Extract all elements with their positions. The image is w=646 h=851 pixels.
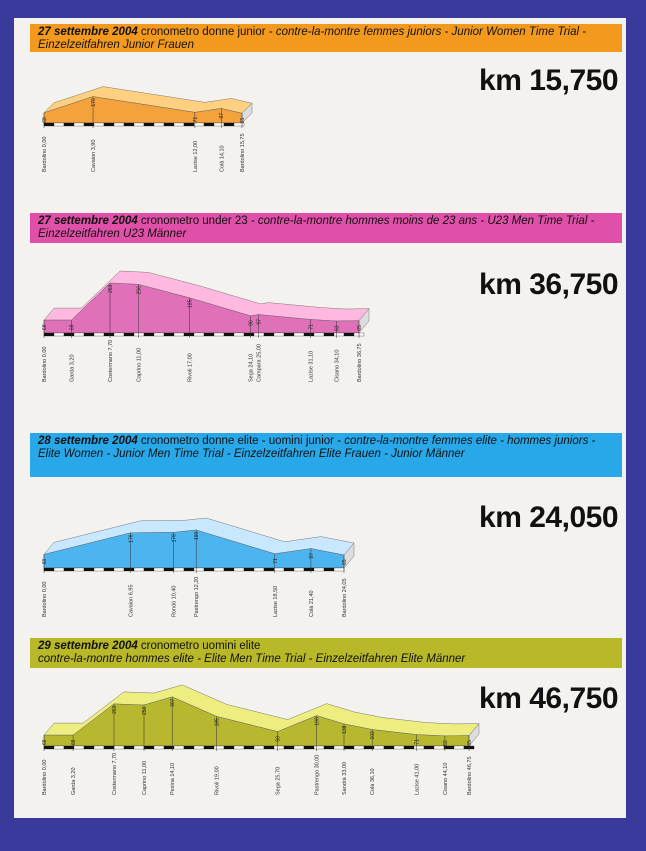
km-band — [264, 568, 274, 571]
km-band — [214, 746, 224, 749]
km-band — [104, 333, 114, 336]
km-band — [174, 333, 184, 336]
stage-distance: km 46,750 — [479, 682, 618, 715]
altitude-label: 256 — [142, 706, 148, 716]
km-band — [274, 746, 284, 749]
km-band — [364, 746, 374, 749]
km-band — [304, 746, 314, 749]
km-band — [264, 333, 274, 336]
location-label: Pastrengo 30,00 — [314, 754, 321, 795]
location-label: Campara 25,00 — [256, 344, 263, 382]
stage-date: 27 settembre 2004 — [38, 215, 138, 227]
km-band — [84, 333, 94, 336]
km-band — [74, 333, 84, 336]
km-band — [314, 568, 324, 571]
km-band — [334, 333, 344, 336]
km-band — [54, 568, 64, 571]
km-band — [284, 746, 294, 749]
km-band — [134, 568, 144, 571]
km-band — [314, 746, 324, 749]
km-band — [294, 746, 304, 749]
location-label: Costermano 7,70 — [108, 339, 114, 382]
location-label: Caprino 11,00 — [142, 760, 148, 795]
location-label: Cisano 44,10 — [442, 762, 449, 795]
km-band — [124, 746, 134, 749]
km-band — [214, 333, 224, 336]
location-label: Garda 3,20 — [69, 354, 76, 382]
km-band — [404, 746, 414, 749]
km-band — [274, 568, 284, 571]
km-band — [94, 333, 104, 336]
altitude-label: 185 — [214, 718, 221, 727]
km-band — [194, 568, 204, 571]
altitude-label: 97 — [256, 319, 263, 325]
km-band — [134, 333, 144, 336]
altitude-label: 71 — [308, 323, 315, 330]
km-band — [384, 746, 394, 749]
location-label: Bardolino 0,00 — [42, 759, 48, 795]
km-band — [64, 568, 74, 571]
km-band — [224, 123, 234, 126]
km-band — [124, 333, 134, 336]
altitude-label: 63 — [442, 740, 449, 746]
altitude-label: 63 — [334, 325, 341, 332]
location-label: Costermano 7,70 — [112, 752, 118, 795]
altitude-label: 185 — [187, 299, 194, 308]
km-band — [54, 333, 64, 336]
stage-date: 27 settembre 2004 — [38, 26, 138, 38]
stage-date: 28 settembre 2004 — [38, 435, 138, 447]
stage-header — [30, 638, 622, 668]
location-label: Rivoli 17,00 — [187, 353, 194, 382]
km-band — [284, 568, 294, 571]
km-band — [54, 746, 64, 749]
km-band — [204, 568, 214, 571]
stage-header — [30, 24, 622, 52]
altitude-label: 68 — [42, 739, 48, 746]
km-band — [324, 568, 334, 571]
km-band — [54, 123, 64, 126]
km-band — [44, 333, 54, 336]
km-band — [194, 746, 204, 749]
km-band — [124, 568, 134, 571]
stage-panel-2 — [14, 213, 626, 438]
km-band — [274, 333, 284, 336]
km-band — [194, 123, 204, 126]
elevation-profile — [14, 53, 314, 203]
km-band — [164, 123, 174, 126]
km-band — [144, 746, 154, 749]
km-band — [144, 333, 154, 336]
km-band — [214, 568, 224, 571]
altitude-label: 71 — [272, 558, 279, 564]
km-band — [184, 333, 194, 336]
km-band — [224, 333, 234, 336]
km-band — [64, 123, 74, 126]
km-band — [104, 746, 114, 749]
km-band — [174, 568, 184, 571]
km-band — [324, 746, 334, 749]
altitude-label: 68 — [71, 739, 78, 746]
altitude-label: 190 — [314, 717, 321, 726]
location-label: Lazise 12,00 — [192, 140, 199, 172]
stage-date: 29 settembre 2004 — [38, 640, 138, 652]
altitude-label: 71 — [414, 739, 421, 745]
km-band — [454, 746, 464, 749]
km-band — [184, 123, 194, 126]
stage-subtitle: - contre-la-montre hommes moins de 23 ans - U23 Men Time Trial - Einzelzeitfahren U23 Männer — [38, 215, 595, 240]
location-label: Pesina 14,10 — [170, 762, 177, 795]
altitude-label: 68 — [42, 117, 48, 123]
altitude-label: 71 — [192, 116, 199, 123]
location-label: Colà 36,10 — [370, 768, 377, 795]
location-label: Bardolino 0,00 — [42, 346, 48, 382]
location-label: Bardolino 15,75 — [240, 133, 246, 172]
km-band — [264, 746, 274, 749]
altitude-label: 65 — [240, 117, 246, 124]
stage-title: cronometro under 23 — [137, 215, 248, 227]
stage-distance: km 36,750 — [479, 268, 618, 301]
poster-frame — [14, 18, 626, 818]
km-band — [294, 568, 304, 571]
stage-title: cronometro donne elite - uomini junior — [137, 435, 334, 447]
km-band — [284, 333, 294, 336]
km-band — [304, 333, 314, 336]
location-label: Sandrà 33,00 — [342, 761, 348, 795]
location-label: Sega 24,10 — [248, 353, 255, 382]
altitude-label: 178 — [171, 534, 178, 543]
location-label: Bardolino 36,75 — [357, 343, 363, 382]
altitude-label: 263 — [112, 705, 118, 714]
km-band — [204, 333, 214, 336]
elevation-profile — [14, 488, 374, 648]
km-band — [84, 746, 94, 749]
km-band — [334, 568, 344, 571]
location-label: Colà 21,40 — [308, 590, 315, 617]
stage-distance: km 24,050 — [479, 501, 618, 534]
stage-subtitle: contre-la-montre hommes elite - Elite Men Time Trial - Einzelzeitfahren Elite Männer — [38, 653, 466, 665]
altitude-label: 65 — [357, 325, 363, 331]
km-band — [214, 123, 224, 126]
stage-distance: km 15,750 — [479, 64, 618, 97]
km-band — [94, 746, 104, 749]
location-label: Garda 3,20 — [71, 767, 78, 795]
km-band — [174, 746, 184, 749]
km-band — [164, 333, 174, 336]
altitude-label: 263 — [108, 284, 114, 294]
stage-subtitle: - contre-la-montre femmes elite - hommes juniors - Elite Women - Junior Men Time Trial - Einzelzeitfahren Elite Frauen - Junior Männer — [38, 435, 596, 460]
location-label: Lazise 31,10 — [308, 350, 315, 382]
altitude-label: 256 — [136, 286, 143, 295]
km-band — [134, 746, 144, 749]
location-label: Colà 14,10 — [219, 145, 226, 172]
km-band — [64, 746, 74, 749]
km-band — [244, 746, 254, 749]
altitude-label: 97 — [308, 553, 315, 559]
location-label: Bardolino 0,00 — [42, 581, 48, 617]
stage-title: cronometro donne junior — [137, 26, 266, 38]
km-band — [154, 123, 164, 126]
km-band — [234, 746, 244, 749]
km-band — [234, 333, 244, 336]
km-band — [114, 123, 124, 126]
km-band — [74, 568, 84, 571]
km-band — [114, 568, 124, 571]
stage-title: cronometro uomini elite — [137, 640, 261, 652]
km-band — [124, 123, 134, 126]
km-band — [144, 568, 154, 571]
km-band — [254, 333, 264, 336]
km-band — [344, 746, 354, 749]
km-band — [414, 746, 424, 749]
location-label: Lazise 41,00 — [414, 763, 421, 795]
km-band — [154, 746, 164, 749]
km-band — [74, 123, 84, 126]
km-band — [254, 746, 264, 749]
km-band — [154, 568, 164, 571]
km-band — [334, 746, 344, 749]
km-band — [94, 123, 104, 126]
km-band — [154, 333, 164, 336]
km-band — [74, 746, 84, 749]
location-label: Cavaion 6,95 — [128, 584, 135, 617]
km-band — [144, 123, 154, 126]
km-band — [164, 568, 174, 571]
km-band — [164, 746, 174, 749]
stage-header — [30, 213, 622, 243]
altitude-label: 65 — [342, 559, 348, 565]
km-band — [344, 333, 354, 336]
stage-panel-3 — [14, 433, 626, 638]
location-label: Sega 25,70 — [275, 766, 282, 795]
km-band — [184, 746, 194, 749]
location-label: Bardolino 24,05 — [342, 578, 348, 617]
altitude-label: 90 — [275, 736, 282, 742]
altitude-label: 97 — [219, 112, 226, 119]
stage-panel-4 — [14, 636, 626, 818]
altitude-label: 90 — [248, 320, 255, 326]
km-band — [104, 568, 114, 571]
km-band — [204, 123, 214, 126]
stage-header — [30, 433, 622, 477]
location-label: Rondò 10,40 — [171, 585, 178, 617]
km-band — [324, 333, 334, 336]
altitude-label: 138 — [342, 725, 348, 734]
km-band — [354, 746, 364, 749]
km-band — [394, 746, 404, 749]
altitude-label: 190 — [194, 531, 201, 540]
stage-panel-1 — [14, 18, 626, 213]
elevation-profile — [14, 248, 414, 428]
location-label: Rivoli 19,00 — [214, 766, 221, 795]
location-label: Lazise 18,50 — [272, 585, 279, 617]
km-band — [114, 333, 124, 336]
km-band — [424, 746, 434, 749]
location-label: Cisano 34,10 — [334, 349, 341, 382]
altitude-label: 68 — [42, 558, 48, 565]
location-label: Pastrengo 12,20 — [194, 576, 201, 617]
altitude-label: 65 — [467, 740, 473, 746]
km-band — [194, 333, 204, 336]
altitude-label: 176 — [91, 98, 98, 107]
km-band — [254, 568, 264, 571]
km-band — [84, 568, 94, 571]
altitude-label: 103 — [370, 731, 377, 740]
km-band — [294, 333, 304, 336]
km-band — [64, 333, 74, 336]
km-band — [314, 333, 324, 336]
km-band — [304, 568, 314, 571]
location-label: Caprino 11,00 — [136, 347, 143, 382]
km-band — [204, 746, 214, 749]
km-band — [224, 746, 234, 749]
km-band — [244, 568, 254, 571]
km-band — [114, 746, 124, 749]
km-band — [94, 568, 104, 571]
location-label: Bardolino 46,75 — [467, 756, 473, 795]
km-band — [184, 568, 194, 571]
km-band — [84, 123, 94, 126]
km-band — [374, 746, 384, 749]
altitude-label: 307 — [170, 698, 177, 707]
km-band — [134, 123, 144, 126]
stage-subtitle: - contre-la-montre femmes juniors - Junior Women Time Trial - Einzelzeitfahren Junior Frauen — [38, 26, 587, 51]
location-label: Cavaion 3,90 — [91, 139, 98, 172]
altitude-label: 68 — [42, 324, 48, 331]
location-label: Bardolino 0,00 — [42, 136, 48, 172]
km-band — [104, 123, 114, 126]
km-band — [234, 568, 244, 571]
altitude-label: 176 — [128, 534, 135, 543]
km-band — [244, 333, 254, 336]
elevation-profile — [14, 671, 484, 821]
km-band — [44, 746, 54, 749]
km-band — [44, 568, 54, 571]
km-band — [174, 123, 184, 126]
altitude-label: 68 — [69, 324, 76, 331]
km-band — [224, 568, 234, 571]
